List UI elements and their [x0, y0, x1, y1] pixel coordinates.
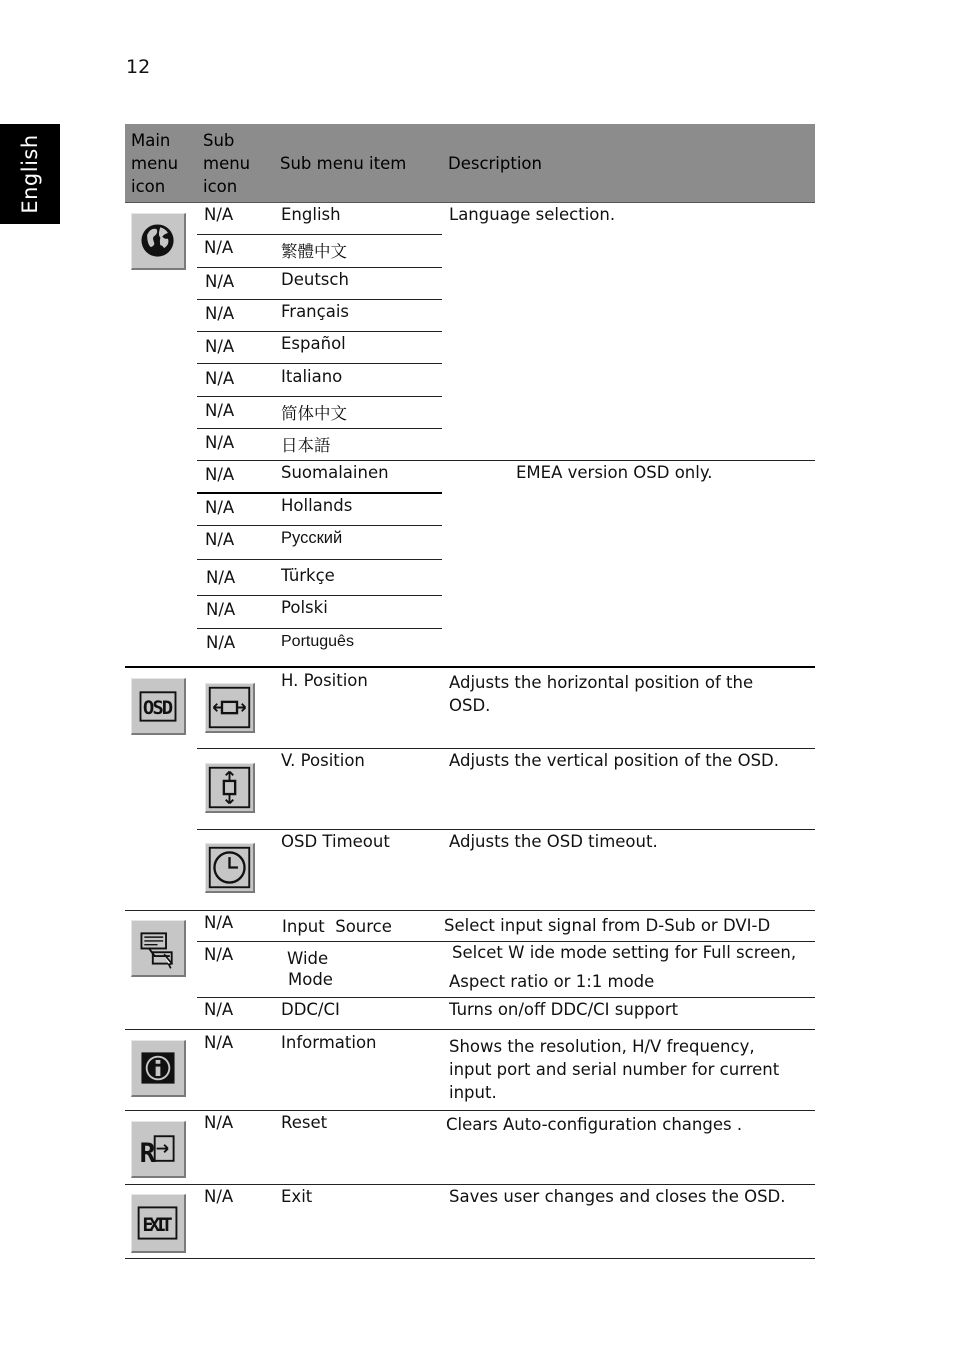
setting-desc-wide-line1: Selcet W ide mode setting for Full screen, — [452, 943, 797, 962]
osd-item-v-position: V. Position — [281, 751, 365, 770]
svg-text:EXIT: EXIT — [142, 1214, 173, 1237]
osd-desc-h-position: Adjusts the horizontal position of the OSD. — [449, 673, 754, 715]
language-hollands: Hollands — [281, 496, 353, 515]
clock-icon — [205, 843, 255, 893]
language-deutsch: Deutsch — [281, 270, 349, 289]
emea-description: EMEA version OSD only. — [516, 463, 713, 482]
h-position-icon — [205, 683, 255, 733]
table-row-sub: N/A — [206, 568, 236, 587]
table-row-sub: N/A — [205, 369, 235, 388]
setting-desc-ddcci: Turns on/off DDC/CI support — [449, 1000, 679, 1019]
language-simplified-chinese: 简体中文 — [281, 404, 347, 423]
setting-desc-wide-line2: Aspect ratio or 1:1 mode — [449, 972, 655, 991]
language-turkce: Türkçe — [281, 566, 335, 585]
reset-icon — [131, 1121, 186, 1178]
setting-item-wide-line2: Mode — [288, 970, 333, 989]
header-description: Description — [448, 153, 542, 173]
table-row-sub: N/A — [204, 945, 234, 964]
header-sub-menu-item: Sub menu item — [280, 153, 407, 173]
osd-desc-v-position: Adjusts the vertical position of the OSD. — [449, 751, 779, 770]
osd-item-timeout: OSD Timeout — [281, 832, 390, 851]
globe-icon — [131, 213, 186, 270]
setting-item-input-source: Input Source — [282, 917, 392, 936]
information-desc: Shows the resolution, H/V frequency, input port and serial number for current input. — [449, 1037, 780, 1102]
table-row-sub: N/A — [205, 465, 235, 484]
table-row-sub: N/A — [205, 304, 235, 323]
page-number: 12 — [126, 56, 151, 78]
table-row-sub: N/A — [205, 401, 235, 420]
language-traditional-chinese: 繁體中文 — [281, 242, 347, 261]
table-header — [125, 124, 815, 203]
osd-item-h-position: H. Position — [281, 671, 368, 690]
table-row-sub: N/A — [205, 337, 235, 356]
reset-item: Reset — [281, 1113, 328, 1132]
setting-item-ddcci: DDC/CI — [281, 1000, 340, 1019]
language-description: Language selection. — [449, 205, 616, 224]
header-main-menu-icon: Main menu icon — [131, 130, 179, 196]
side-tab-label: English — [18, 134, 42, 214]
table-row-sub: N/A — [204, 205, 234, 224]
table-row-sub: N/A — [204, 1113, 234, 1132]
info-icon — [131, 1040, 186, 1097]
language-portugues: Português — [281, 633, 354, 650]
osd-icon — [131, 678, 186, 735]
table-row-sub: N/A — [205, 433, 235, 452]
table-row-sub: N/A — [204, 238, 234, 257]
settings-icon — [131, 920, 186, 977]
information-item: Information — [281, 1033, 377, 1052]
table-row-sub: N/A — [205, 272, 235, 291]
language-polski: Polski — [281, 598, 328, 617]
table-row-sub: N/A — [204, 913, 234, 932]
language-espanol: Español — [281, 334, 346, 353]
setting-item-wide-line1: Wide — [287, 949, 329, 968]
svg-text:OSD: OSD — [142, 697, 174, 720]
setting-desc-input-source: Select input signal from D-Sub or DVI-D — [444, 916, 771, 935]
language-italiano: Italiano — [281, 367, 343, 386]
language-japanese: 日本語 — [281, 436, 331, 455]
table-row-sub: N/A — [204, 1187, 234, 1206]
exit-desc: Saves user changes and closes the OSD. — [449, 1187, 786, 1206]
table-row-sub: N/A — [205, 530, 235, 549]
table-row-sub: N/A — [206, 600, 236, 619]
header-sub-menu-icon: Sub menu icon — [203, 130, 251, 196]
reset-desc: Clears Auto-configuration changes . — [446, 1115, 743, 1134]
table-row-sub: N/A — [205, 498, 235, 517]
v-position-icon — [205, 763, 255, 813]
language-russian: Русский — [281, 529, 343, 547]
language-suomalainen: Suomalainen — [281, 463, 389, 482]
table-row-sub: N/A — [204, 1033, 234, 1052]
svg-text:R: R — [139, 1137, 156, 1169]
table-row-sub: N/A — [206, 633, 236, 652]
table-row-sub: N/A — [204, 1000, 234, 1019]
language-francais: Français — [281, 302, 350, 321]
side-tab — [0, 124, 60, 224]
osd-desc-timeout: Adjusts the OSD timeout. — [449, 832, 658, 851]
exit-icon — [131, 1194, 186, 1253]
exit-item: Exit — [281, 1187, 313, 1206]
language-english: English — [281, 205, 341, 224]
